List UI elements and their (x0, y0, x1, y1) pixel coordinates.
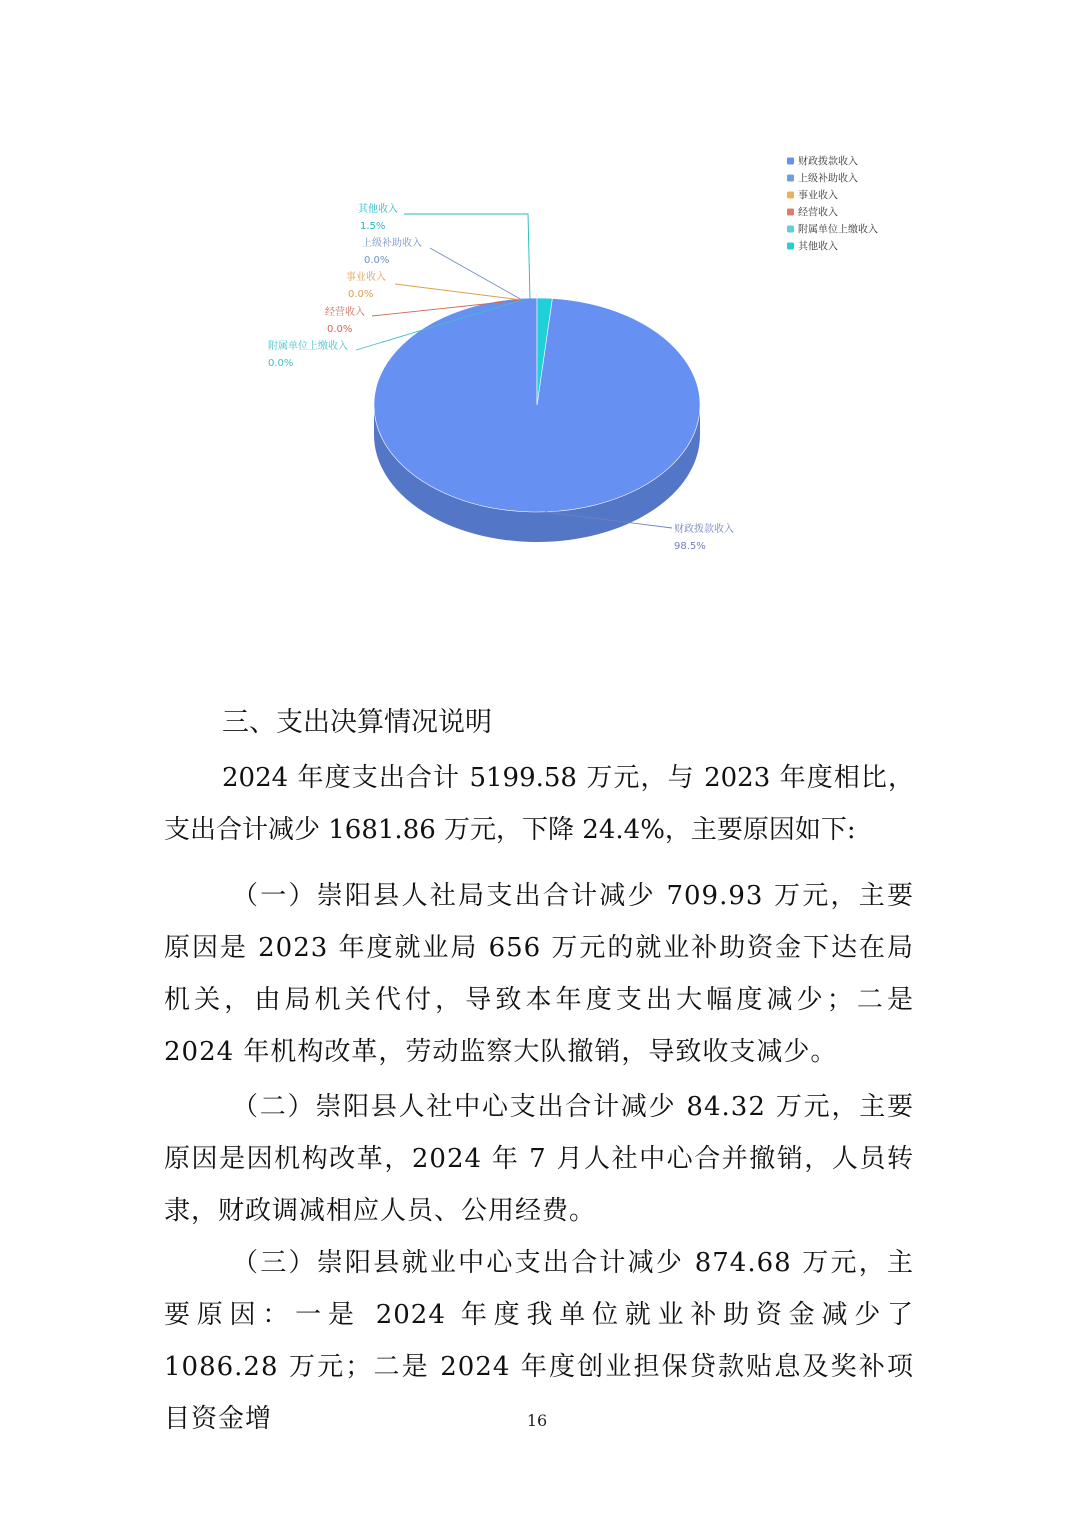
legend-label-superior-subsidy: 上级补助收入 (798, 173, 858, 185)
legend-label-affiliated-unit: 附属单位上缴收入 (798, 224, 878, 236)
legend-label-fiscal-appropriation: 财政拨款收入 (798, 156, 858, 168)
slice-value-superior-subsidy: 0.0% (364, 255, 390, 266)
slice-label-fiscal-appropriation: 财政拨款收入 (674, 524, 734, 535)
slice-label-operating: 经营收入 (325, 307, 365, 318)
legend-swatch-fiscal-appropriation (787, 158, 794, 165)
page-number: 16 (526, 1411, 548, 1430)
legend-label-operating: 经营收入 (798, 207, 838, 219)
slice-value-operating: 0.0% (327, 324, 353, 335)
paragraph-item-1: （一）崇阳县人社局支出合计减少 709.93 万元，主要原因是 2023 年度就业局 656 万元的就业补助资金下达在局机关，由局机关代付，导致本年度支出大幅度减少；二是 2024 年机构改革，劳动监察大队撤销，导致收支减少。 (164, 881, 914, 1067)
section-heading: 三、支出决算情况说明 (222, 707, 492, 738)
slice-label-affiliated-unit: 附属单位上缴收入 (268, 341, 348, 352)
income-pie-chart (0, 0, 1074, 640)
paragraph-summary: 2024 年度支出合计 5199.58 万元，与 2023 年度相比，支出合计减少 1681.86 万元，下降 24.4%，主要原因如下: (164, 763, 914, 845)
slice-label-superior-subsidy: 上级补助收入 (362, 238, 422, 249)
legend-swatch-superior-subsidy (787, 175, 794, 182)
slice-value-other: 1.5% (360, 221, 386, 232)
paragraph-item-3: （三）崇阳县就业中心支出合计减少 874.68 万元，主要原因：一是 2024 年度我单位就业补助资金减少了 1086.28 万元；二是 2024 年度创业担保贷款贴息及奖补项目资金增 (164, 1248, 914, 1434)
legend-label-other: 其他收入 (798, 241, 838, 253)
leader-line-business (395, 284, 522, 300)
paragraph-item-2: （二）崇阳县人社中心支出合计减少 84.32 万元，主要原因是因机构改革，2024 年 7 月人社中心合并撤销，人员转隶，财政调减相应人员、公用经费。 (164, 1092, 914, 1226)
legend-swatch-other (787, 243, 794, 250)
leader-line-superior-subsidy (430, 248, 522, 300)
legend-swatch-business (787, 192, 794, 199)
legend-label-business: 事业收入 (798, 190, 838, 202)
legend-swatch-affiliated-unit (787, 226, 794, 233)
slice-value-business: 0.0% (348, 289, 374, 300)
slice-value-fiscal-appropriation: 98.5% (674, 541, 706, 552)
slice-label-other: 其他收入 (358, 204, 398, 215)
legend-swatch-operating (787, 209, 794, 216)
slice-label-business: 事业收入 (346, 272, 386, 283)
slice-value-affiliated-unit: 0.0% (268, 358, 294, 369)
chart-legend (787, 155, 878, 253)
